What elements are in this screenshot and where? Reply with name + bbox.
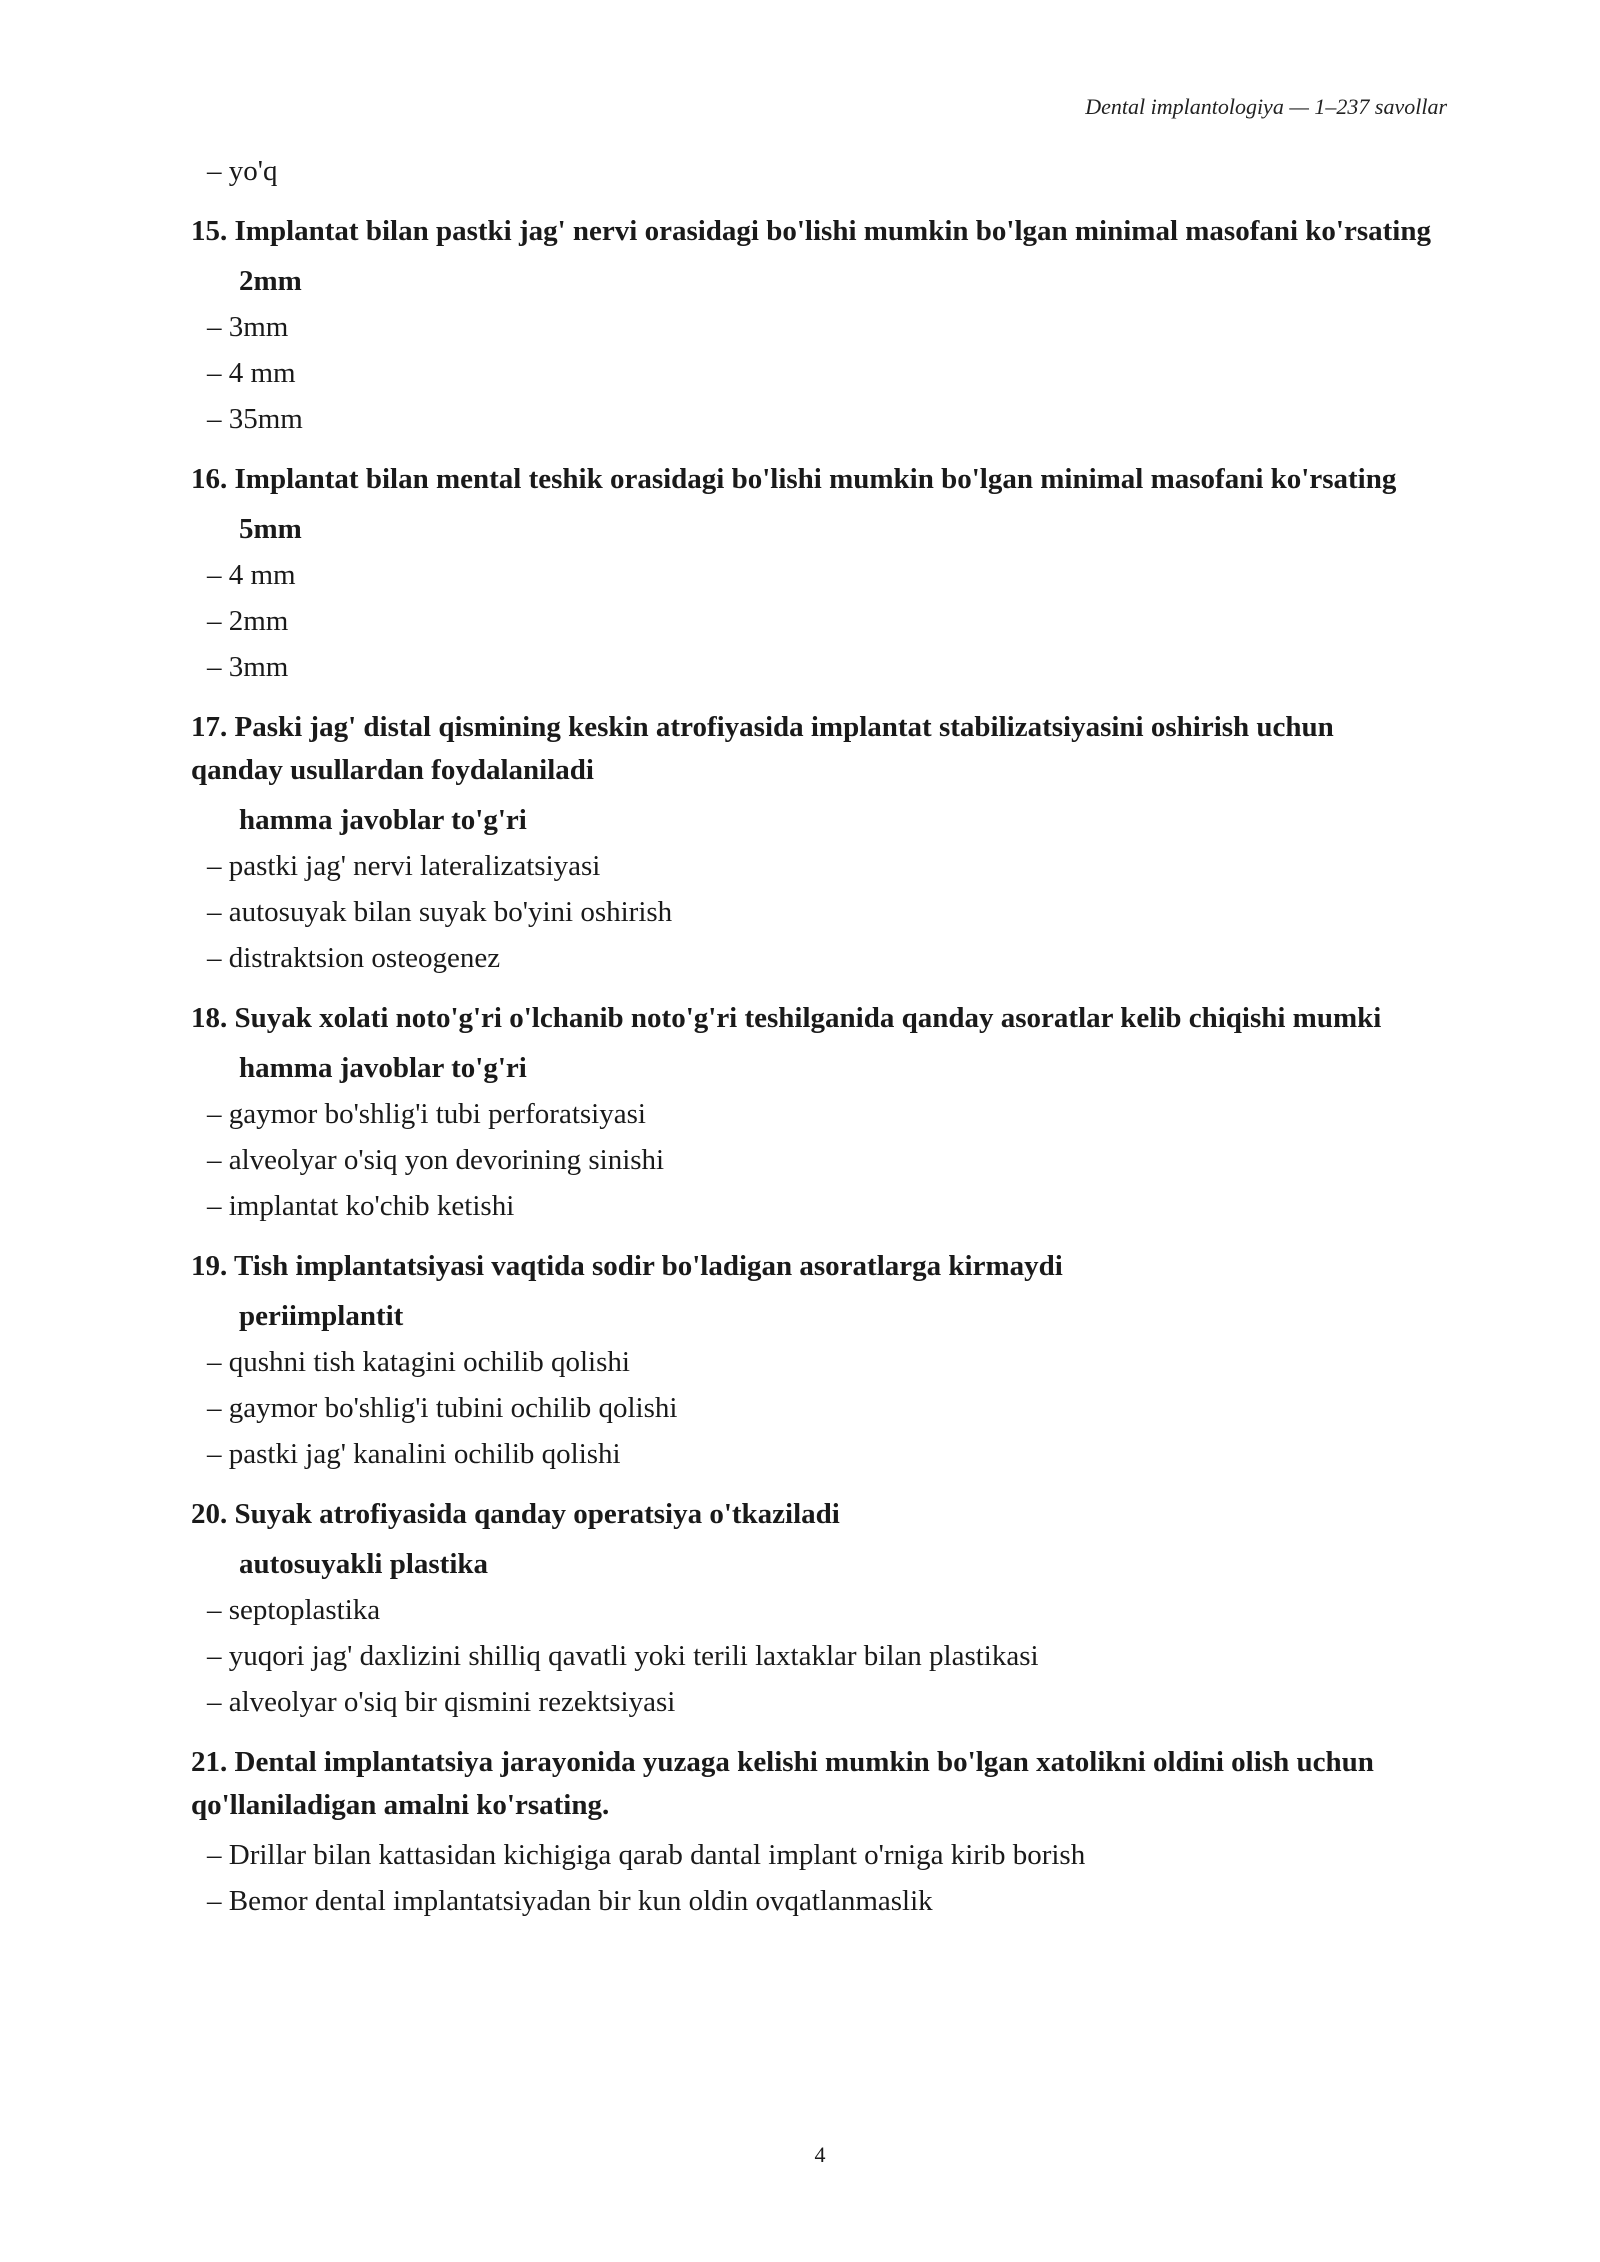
answer-option: – alveolyar o'siq bir qismini rezektsiyasi <box>207 1686 676 1718</box>
answer-option: – yo'q <box>207 155 278 187</box>
correct-answer: hamma javoblar to'g'ri <box>239 1052 527 1084</box>
answer-option: – pastki jag' nervi lateralizatsiyasi <box>207 850 601 882</box>
correct-answer: 2mm <box>239 265 302 297</box>
answer-option: – autosuyak bilan suyak bo'yini oshirish <box>207 896 673 928</box>
correct-answer: 5mm <box>239 513 302 545</box>
question-text: 19. Tish implantatsiyasi vaqtida sodir bo'ladigan asoratlarga kirmaydi <box>191 1250 1063 1282</box>
question-block <box>191 997 1431 1229</box>
answer-option: – distraktsion osteogenez <box>207 942 501 974</box>
answer-option: – 4 mm <box>207 559 296 591</box>
answer-option: – 35mm <box>207 403 303 435</box>
answer-option: – 4 mm <box>207 357 296 389</box>
correct-answer: hamma javoblar to'g'ri <box>239 804 527 836</box>
answer-option: – gaymor bo'shlig'i tubi perforatsiyasi <box>207 1098 646 1130</box>
page-header: Dental implantologiya — 1–237 savollar <box>1085 94 1447 119</box>
answer-option: – 3mm <box>207 311 289 343</box>
question-text: 15. Implantat bilan pastki jag' nervi orasidagi bo'lishi mumkin bo'lgan minimal masofani ko'rsating <box>191 215 1431 247</box>
question-text: 16. Implantat bilan mental teshik orasidagi bo'lishi mumkin bo'lgan minimal masofani ko'rsating <box>191 463 1397 495</box>
question-block <box>191 1493 1431 1725</box>
answer-option: – Bemor dental implantatsiyadan bir kun oldin ovqatlanmaslik <box>207 1885 933 1917</box>
answer-option: – septoplastika <box>207 1594 381 1626</box>
answer-option: – 2mm <box>207 605 289 637</box>
question-list <box>191 210 1431 1924</box>
question-block <box>191 458 1431 690</box>
correct-answer: autosuyakli plastika <box>239 1548 489 1580</box>
question-block <box>191 210 1431 442</box>
answer-option: – qushni tish katagini ochilib qolishi <box>207 1346 630 1378</box>
question-block <box>191 1245 1431 1477</box>
question-block <box>191 1741 1431 1924</box>
answer-option: – alveolyar o'siq yon devorining sinishi <box>207 1144 665 1176</box>
question-text: 20. Suyak atrofiyasida qanday operatsiya o'tkaziladi <box>191 1498 840 1530</box>
answer-option: – yuqori jag' daxlizini shilliq qavatli yoki terili laxtaklar bilan plastikasi <box>207 1640 1039 1672</box>
correct-answer: periimplantit <box>239 1300 404 1332</box>
page-number: 4 <box>814 2142 826 2167</box>
question-text: 21. Dental implantatsiya jarayonida yuzaga kelishi mumkin bo'lgan xatolikni oldini olish uchun qo'llaniladigan amalni ko'rsating. <box>191 1746 1374 1821</box>
question-text: 17. Paski jag' distal qismining keskin atrofiyasida implantat stabilizatsiyasini oshirish uchun qanday usullardan foydalaniladi <box>191 711 1334 786</box>
answer-option: – Drillar bilan kattasidan kichigiga qarab dantal implant o'rniga kirib borish <box>207 1839 1086 1871</box>
answer-option: – implantat ko'chib ketishi <box>207 1190 515 1222</box>
answer-option: – 3mm <box>207 651 289 683</box>
answer-option: – gaymor bo'shlig'i tubini ochilib qolishi <box>207 1392 678 1424</box>
document-body <box>191 148 1431 1924</box>
answer-option: – pastki jag' kanalini ochilib qolishi <box>207 1438 621 1470</box>
question-text: 18. Suyak xolati noto'g'ri o'lchanib noto'g'ri teshilganida qanday asoratlar kelib chiqishi mumki <box>191 1002 1382 1034</box>
question-block <box>191 706 1431 981</box>
